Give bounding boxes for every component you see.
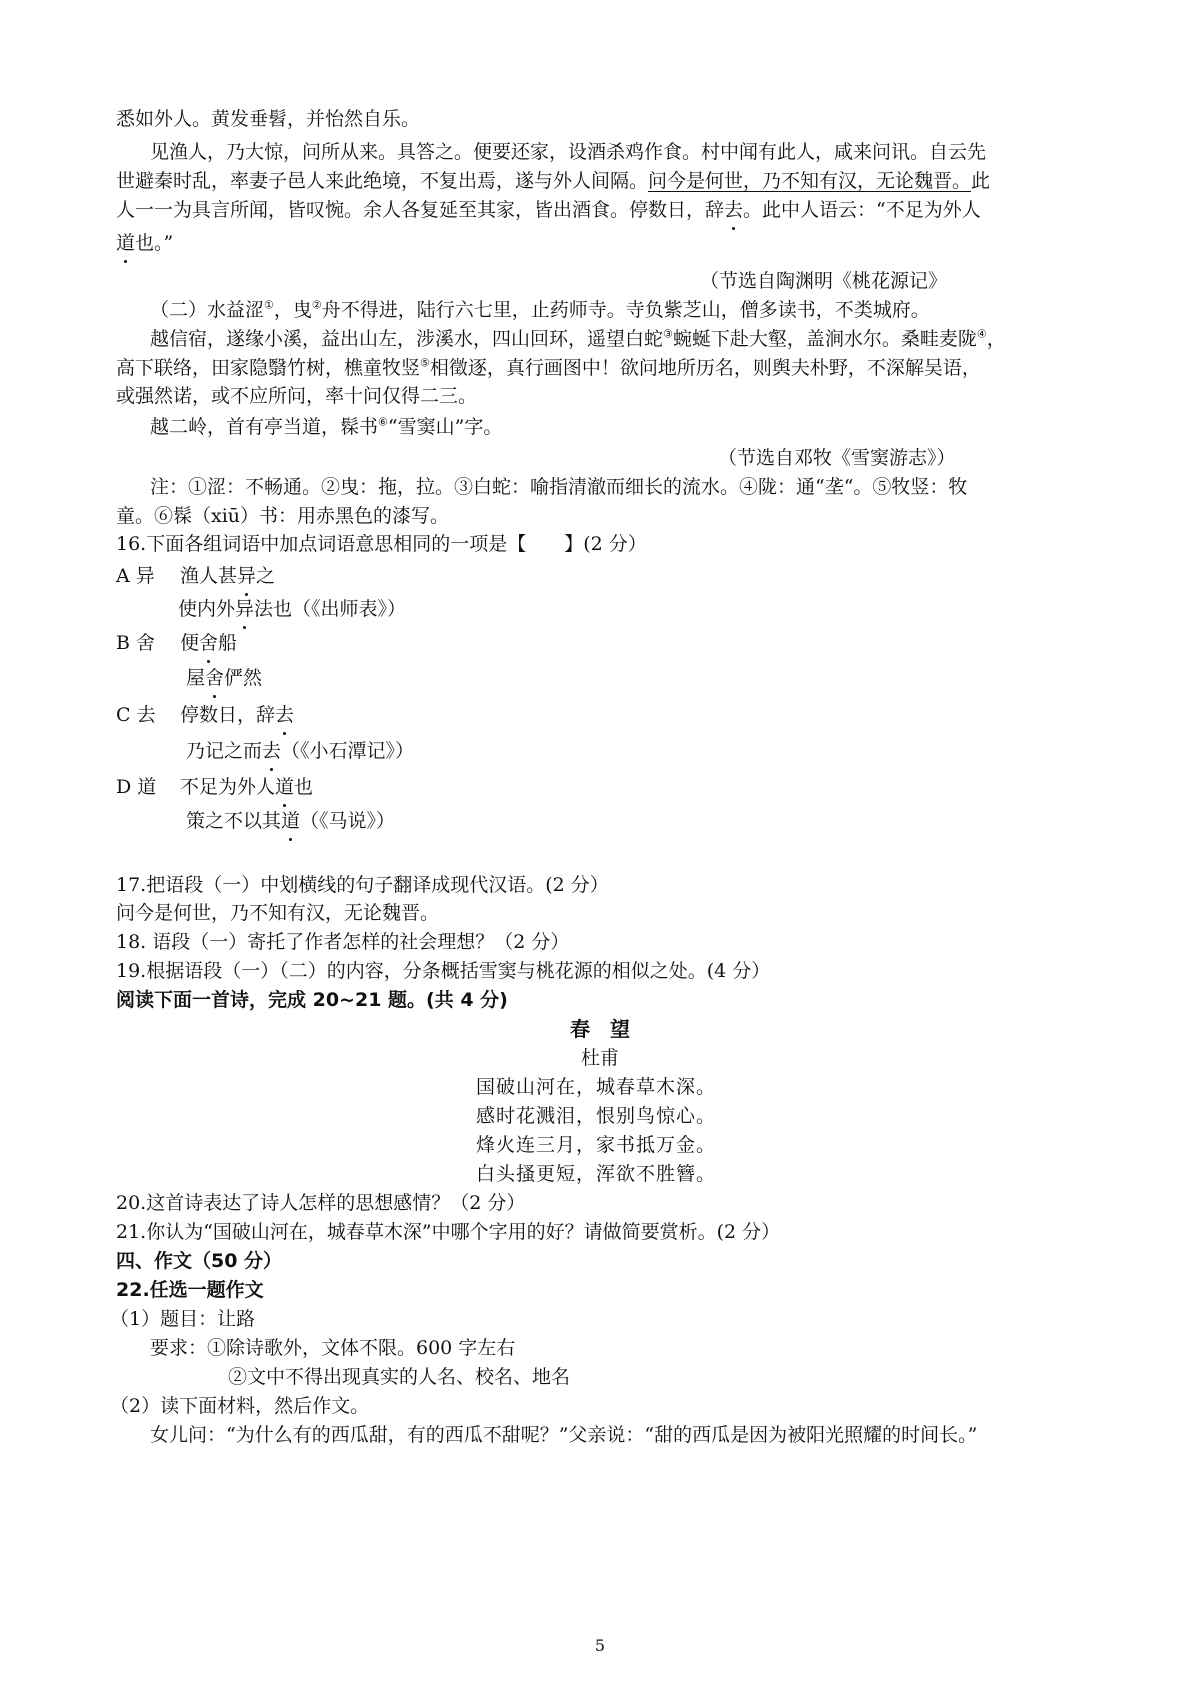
option-b — [116, 630, 237, 656]
dotted-char: 去 — [275, 704, 295, 726]
question-19: 19.根据语段（一）（二）的内容，分条概括雪窦与桃花源的相似之处。(4 分） — [116, 960, 771, 982]
text-run: 便 — [180, 632, 200, 654]
option-label: C 去 — [116, 704, 156, 726]
dotted-char: 舍 — [205, 667, 225, 689]
option-d — [116, 774, 313, 800]
text-run: 世避秦时乱，率妻子邑人来此绝境，不复出焉，遂与外人间隔。 — [116, 170, 649, 192]
passage2-note: 童。⑥髹（xiū）书：用赤黑色的漆写。 — [116, 505, 450, 527]
essay-requirement: ②文中不得出现真实的人名、校名、地名 — [228, 1366, 571, 1388]
dotted-char: 道 — [281, 810, 301, 832]
dotted-char: 道 — [116, 232, 136, 254]
option-c-line2 — [186, 738, 414, 764]
text-run: 相徵逐，真行画图中！欲问地所历名，则舆夫朴野，不深解吴语， — [429, 357, 981, 379]
poem-line: 感时花溅泪，恨别鸟惊心。 — [476, 1105, 717, 1127]
text-run: 蜿蜒下赴大壑，盖涧水尔。桑畦麦陇 — [672, 328, 977, 350]
dotted-char: 舍 — [199, 632, 219, 654]
dotted-char: 去 — [724, 199, 744, 221]
footnote-mark: ③ — [663, 327, 673, 341]
passage1-source: （节选自陶渊明《桃花源记》 — [700, 270, 948, 292]
text-run: 不足为外人 — [180, 776, 276, 798]
essay-option-1: （1）题目：让路 — [110, 1308, 256, 1330]
dotted-char: 道 — [275, 776, 295, 798]
text-run: 。此中人语云：“不足为外人 — [743, 199, 981, 221]
passage2-line — [150, 326, 1006, 352]
option-b-line2 — [186, 665, 262, 691]
underlined-sentence: 问今是何世，乃不知有汉，无论魏晋。 — [648, 170, 972, 192]
footnote-mark: ⑤ — [420, 356, 430, 370]
text-run: 越信宿，遂缘小溪，益出山左，涉溪水，四山回环，遥望白蛇 — [150, 328, 664, 350]
question-18: 18. 语段（一）寄托了作者怎样的社会理想？（2 分） — [116, 931, 570, 953]
text-run: 乃记之而 — [186, 740, 263, 762]
footnote-mark: ⑥ — [378, 415, 388, 429]
option-c — [116, 702, 294, 728]
text-run: 俨然 — [224, 667, 263, 689]
passage2-source: （节选自邓牧《雪窦游志》） — [718, 447, 956, 469]
footnote-mark: ④ — [976, 327, 987, 341]
text-run: 越二岭，首有亭当道，髹书 — [150, 416, 379, 438]
passage2-line — [150, 297, 930, 323]
page-number: 5 — [594, 1636, 606, 1655]
poem-line: 白头搔更短，浑欲不胜簪。 — [476, 1163, 717, 1185]
dotted-char: 异 — [237, 565, 257, 587]
option-a-line2 — [178, 596, 406, 622]
text-run: （《小石潭记》） — [281, 740, 415, 762]
passage1-line — [116, 168, 990, 194]
passage1-line: 见渔人，乃大惊，问所从来。具答之。便要还家，设酒杀鸡作食。村中闻有此人，咸来问讯。自云先 — [150, 141, 987, 163]
text-run: 人一一为具言所闻，皆叹惋。余人各复延至其家，皆出酒食。停数日，辞 — [116, 199, 725, 221]
text-run: （二）水益涩 — [150, 299, 265, 321]
text-run: 舟不得进，陆行六七里，止药师寺。寺负紫芝山，僧多读书，不类城府。 — [321, 299, 930, 321]
question-17: 17.把语段（一）中划横线的句子翻译成现代汉语。(2 分） — [116, 874, 609, 896]
text-run: 使内外 — [178, 598, 236, 620]
text-run: 此 — [971, 170, 991, 192]
dotted-char: 异 — [235, 598, 255, 620]
text-run: 停数日，辞 — [180, 704, 276, 726]
question-20: 20.这首诗表达了诗人怎样的思想感情？（2 分） — [116, 1192, 526, 1214]
passage2-line — [150, 414, 502, 440]
question-21: 21.你认为“国破山河在，城春草木深”中哪个字用的好？请做简要赏析。(2 分） — [116, 1221, 781, 1243]
essay-option-2: （2）读下面材料，然后作文。 — [110, 1395, 370, 1417]
option-label: A 异 — [116, 565, 155, 587]
question-17-sentence: 问今是何世，乃不知有汉，无论魏晋。 — [116, 902, 440, 924]
text-run: 渔人甚 — [180, 565, 238, 587]
text-run: 也 — [294, 776, 314, 798]
text-run: （《马说》） — [300, 810, 396, 832]
text-run: 船 — [218, 632, 238, 654]
question-16: 16.下面各组词语中加点词语意思相同的一项是【 】(2 分） — [116, 533, 647, 555]
text-run: 之 — [256, 565, 276, 587]
poem-title: 春 望 — [570, 1017, 630, 1041]
text-run: 法也（《出师表》） — [254, 598, 407, 620]
passage2-note: 注：①涩：不畅通。②曳：拖，拉。③白蛇：喻指清澈而细长的流水。④陇：通“垄“。⑤牧竖：牧 — [150, 476, 968, 498]
passage1-line: 悉如外人。黄发垂髫，并怡然自乐。 — [116, 108, 421, 130]
option-label: B 舍 — [116, 632, 156, 654]
essay-requirement: 要求：①除诗歌外，文体不限。600 字左右 — [150, 1337, 516, 1359]
poem-section-heading: 阅读下面一首诗，完成 20~21 题。(共 4 分) — [116, 989, 508, 1011]
text-run: 也。” — [135, 232, 174, 254]
passage1-line — [116, 197, 981, 223]
text-run: ，曳 — [273, 299, 312, 321]
poem-line: 烽火连三月，家书抵万金。 — [476, 1134, 717, 1156]
option-label: D 道 — [116, 776, 157, 798]
text-run: 策之不以其 — [186, 810, 282, 832]
essay-material: 女儿问：“为什么有的西瓜甜，有的西瓜不甜呢？”父亲说：“甜的西瓜是因为被阳光照耀的时间长。” — [150, 1424, 978, 1446]
text-run: 屋 — [186, 667, 206, 689]
passage1-line — [116, 230, 173, 256]
poem-line: 国破山河在，城春草木深。 — [476, 1076, 717, 1098]
option-d-line2 — [186, 808, 395, 834]
poem-author: 杜甫 — [580, 1047, 619, 1069]
text-run: 高下联络，田家隐翳竹树，樵童牧竖 — [116, 357, 421, 379]
option-a — [116, 563, 275, 589]
question-22: 22.任选一题作文 — [116, 1279, 264, 1301]
footnote-mark: ② — [311, 298, 322, 312]
dotted-char: 去 — [262, 740, 282, 762]
passage2-line: 或强然诺，或不应所问，率十问仅得二三。 — [116, 385, 478, 407]
section-heading: 四、作文（50 分） — [116, 1250, 283, 1272]
text-run: “雪窦山”字。 — [387, 416, 503, 438]
footnote-mark: ① — [264, 298, 274, 312]
passage2-line — [116, 355, 981, 381]
text-run: ， — [986, 328, 1006, 350]
